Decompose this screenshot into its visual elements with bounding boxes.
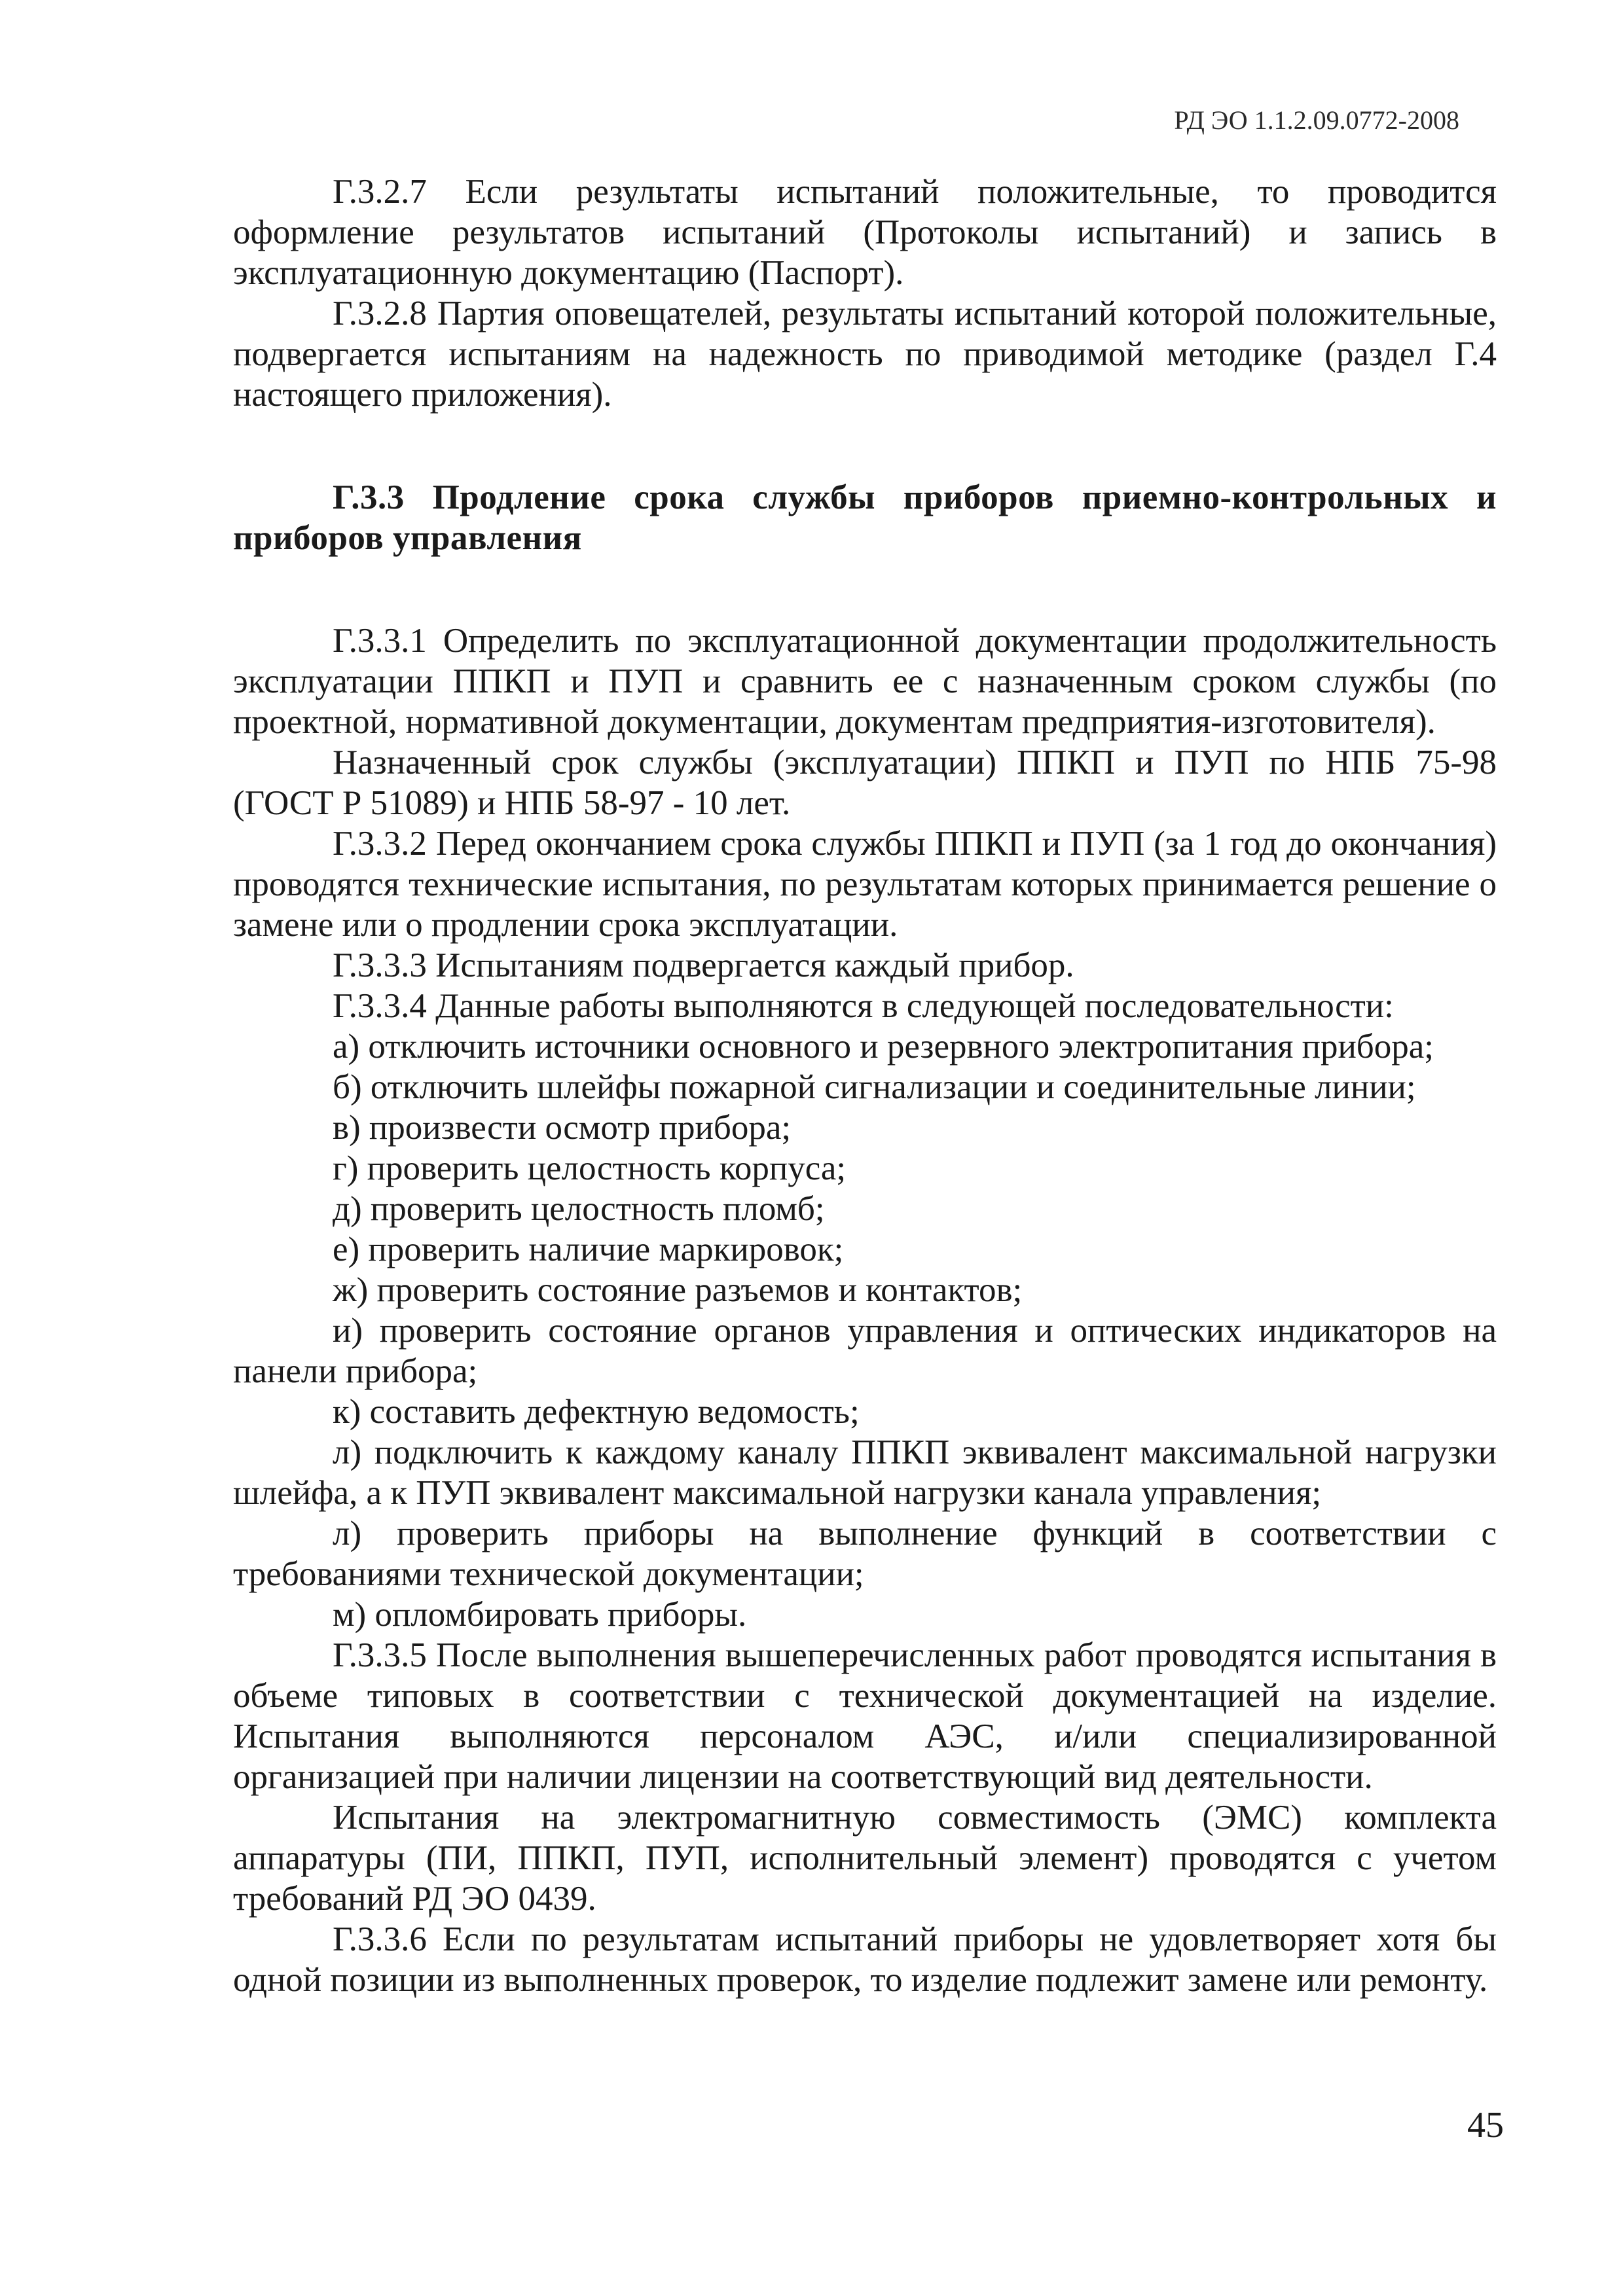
list-item-i: и) проверить состояние органов управления и оптических индикаторов на панели прибора;: [233, 1312, 1497, 1390]
list-item-zh: ж) проверить состояние разъемов и контактов;: [333, 1271, 1023, 1309]
page-number: 45: [1467, 2105, 1504, 2145]
document-code: РД ЭО 1.1.2.09.0772-2008: [1174, 105, 1459, 135]
list-item-l-connect: л) подключить к каждому каналу ППКП эквивалент максимальной нагрузки шлейфа, а к ПУП эквивалент максимальной нагрузки канала управления;: [233, 1433, 1497, 1512]
list-item-a: а) отключить источники основного и резервного электропитания прибора;: [333, 1028, 1434, 1066]
list-item-k: к) составить дефектную ведомость;: [333, 1393, 860, 1431]
document-body: [233, 171, 1497, 2000]
paragraph-g3-3-2: Г.3.3.2 Перед окончанием срока службы ППКП и ПУП (за 1 год до окончания) проводятся технические испытания, по результатам которых принимается решение о замене или о продлении срока эксплуатации.: [233, 825, 1497, 944]
paragraph-g3-3-5: Г.3.3.5 После выполнения вышеперечисленных работ проводятся испытания в объеме типовых в соответствии с технической документацией на изделие. Испытания выполняются персоналом АЭС, и/или специализированной организацией при наличии лицензии на соответствующий вид деятельности.: [233, 1636, 1497, 1796]
paragraph-g3-3-4: Г.3.3.4 Данные работы выполняются в следующей последовательности:: [333, 987, 1394, 1025]
paragraph-g3-2-7: Г.3.2.7 Если результаты испытаний положительные, то проводится оформление результатов испытаний (Протоколы испытаний) и запись в эксплуатационную документацию (Паспорт).: [233, 173, 1497, 292]
list-item-l-check: л) проверить приборы на выполнение функций в соответствии с требованиями технической документации;: [233, 1515, 1497, 1593]
paragraph-g3-3-1: Г.3.3.1 Определить по эксплуатационной документации продолжительность эксплуатации ППКП и ПУП и сравнить ее с назначенным сроком службы (по проектной, нормативной документации, документам предприятия-изготовителя).: [233, 622, 1497, 741]
list-item-e: е) проверить наличие маркировок;: [333, 1230, 844, 1268]
section-heading-g3-3: Г.3.3 Продление срока службы приборов приемно-контрольных и приборов управления: [233, 478, 1497, 557]
list-item-g: г) проверить целостность корпуса;: [333, 1149, 847, 1187]
list-item-v: в) произвести осмотр прибора;: [333, 1109, 792, 1147]
paragraph-service-life: Назначенный срок службы (эксплуатации) ППКП и ПУП по НПБ 75-98 (ГОСТ Р 51089) и НПБ 58-97 - 10 лет.: [233, 744, 1497, 822]
list-item-b: б) отключить шлейфы пожарной сигнализации и соединительные линии;: [333, 1068, 1416, 1106]
paragraph-g3-2-8: Г.3.2.8 Партия оповещателей, результаты испытаний которой положительные, подвергается испытаниям на надежность по приводимой методике (раздел Г.4 настоящего приложения).: [233, 295, 1497, 414]
list-item-m: м) опломбировать приборы.: [333, 1596, 747, 1634]
paragraph-emc-tests: Испытания на электромагнитную совместимость (ЭМС) комплекта аппаратуры (ПИ, ППКП, ПУП, исполнительный элемент) проводятся с учетом требований РД ЭО 0439.: [233, 1799, 1497, 1918]
list-item-d: д) проверить целостность пломб;: [333, 1190, 825, 1228]
paragraph-g3-3-3: Г.3.3.3 Испытаниям подвергается каждый прибор.: [333, 946, 1074, 984]
paragraph-g3-3-6: Г.3.3.6 Если по результатам испытаний приборы не удовлетворяет хотя бы одной позиции из выполненных проверок, то изделие подлежит замене или ремонту.: [233, 1920, 1497, 1999]
